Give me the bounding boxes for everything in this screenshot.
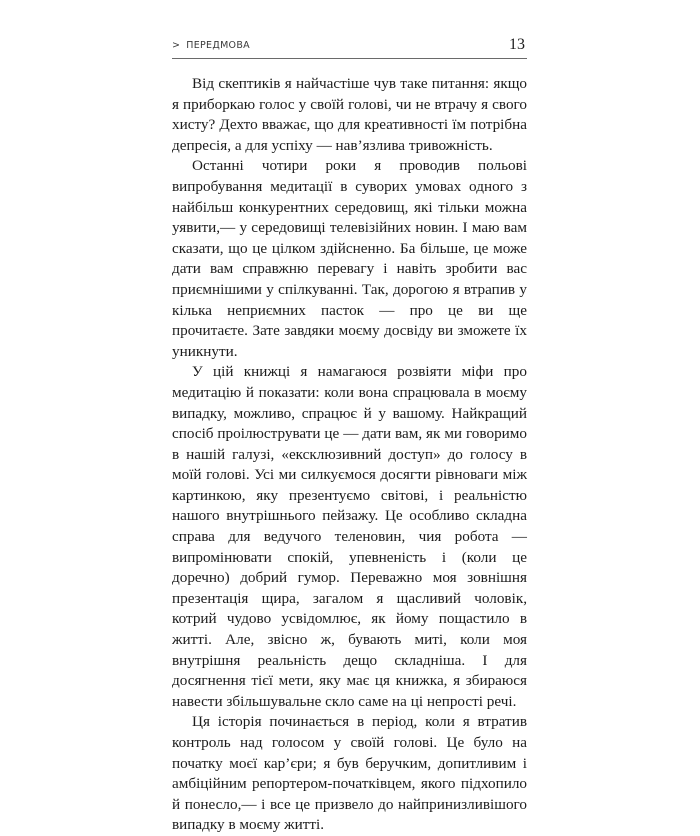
section-heading	[172, 40, 250, 51]
paragraph: У цій книжці я намагаюся розвіяти міфи про медитацію й показати: коли вона спрацювала в моєму випадку, можливо, спрацює й у вашому. Найкращий спосіб проілюструвати це — дати вам, як ми говоримо в нашій галузі, «ексклюзивний доступ» до голосу в моїй голові. Усі ми силкуємося досягти рівноваги між картинкою, яку презентуємо світові, і реальністю нашого внутрішнього пейзажу. Це особливо складна справа для ведучого теленовин, чия робота — випромінювати спокій, упевненість і (коли це доречно) добрий гумор. Переважно моя зовнішня презентація щира, загалом я щасливий чоловік, котрий чудово усвідомлює, як йому пощастило в житті. Але, звісно ж, бувають миті, коли моя внутрішня реальність дещо складніша. І для досягнення тієї мети, яку має ця книжка, я збираюся навести збільшувальне скло саме на ці непрості речі.	[172, 363, 527, 710]
page-number: 13	[509, 36, 525, 53]
paragraph: Ця історія починається в період, коли я втратив контроль над голосом у своїй голові. Це було на початку моєї кар’єри; я був беручким, допитливим і амбіційним репортером-початківцем, якого підхопило й понесло,— і все це призвело до найпринизливішого випадку в моєму житті.	[172, 713, 527, 834]
book-page	[172, 36, 527, 836]
paragraph: Останні чотири роки я проводив польові випробування медитації в суворих умовах одного з найбільш конкурентних середовищ, які тільки можна уявити,— у середовищі телевізійних новин. І маю вам сказати, що це цілком здійсненно. Ба більше, це може дати вам справжню перевагу і навіть зробити вас приємнішими у спілкуванні. Так, дорогою я втрапив у кілька неприємних пасток — про це ви ще прочитаєте. Зате завдяки моєму досвіду ви зможете їх уникнути.	[172, 157, 527, 360]
section-title: ПЕРЕДМОВА	[186, 40, 250, 51]
body-text	[172, 74, 527, 836]
paragraph: Від скептиків я найчастіше чув таке питання: якщо я приборкаю голос у своїй голові, чи не втрачу я свого хисту? Дехто вважає, що для креативності їм потрібна депресія, а для успіху — нав’язлива тривожність.	[172, 75, 527, 154]
chevron-right-icon: >	[172, 40, 181, 51]
running-header	[172, 36, 527, 59]
